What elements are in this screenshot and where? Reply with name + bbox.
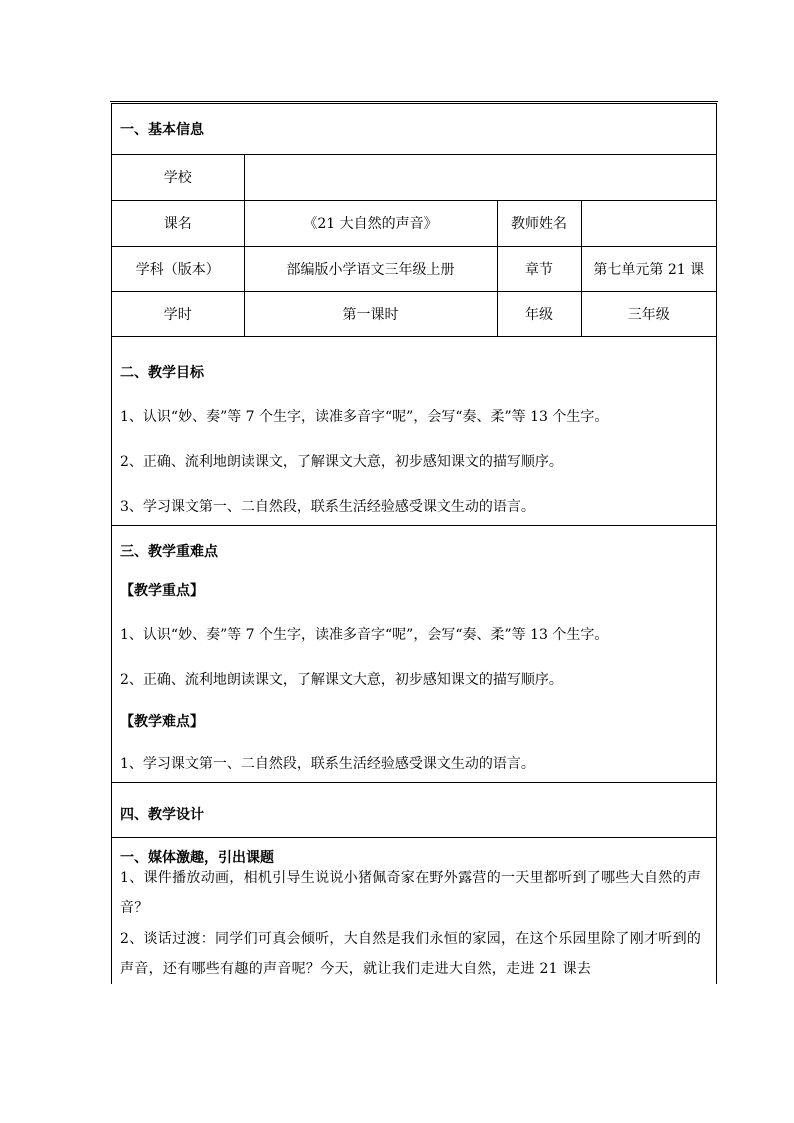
design-paragraph: 1、课件播放动画，相机引导生说说小猪佩奇家在野外露营的一天里都听到了哪些大自然的声音？ bbox=[120, 870, 702, 916]
period-label: 学时 bbox=[112, 291, 244, 336]
subject-label: 学科（版本） bbox=[112, 246, 244, 291]
grade-value: 三年级 bbox=[581, 291, 716, 336]
section4-title: 四、教学设计 bbox=[120, 807, 204, 823]
teaching-design-section bbox=[112, 782, 716, 837]
chapter-value: 第七单元第 21 课 bbox=[581, 246, 716, 291]
course-label: 课名 bbox=[112, 200, 244, 246]
key-difficult-section bbox=[112, 525, 716, 782]
difficult-heading: 【教学难点】 bbox=[120, 714, 204, 730]
teacher-value bbox=[581, 200, 716, 246]
section3-title: 三、教学重难点 bbox=[120, 544, 218, 560]
teaching-design-content bbox=[112, 837, 716, 984]
basic-info-table bbox=[112, 104, 716, 337]
design-paragraph: 2、谈话过渡：同学们可真会倾听，大自然是我们永恒的家园，在这个乐园里除了刚才听到的声音，还有哪些有趣的声音呢？今天，就让我们走进大自然，走进 21 课去 bbox=[120, 931, 702, 977]
difficult-point: 1、学习课文第一、二自然段，联系生活经验感受课文生动的语言。 bbox=[120, 756, 535, 772]
chapter-label: 章节 bbox=[497, 246, 581, 291]
key-point: 2、正确、流利地朗读课文，了解课文大意，初步感知课文的描写顺序。 bbox=[120, 672, 563, 688]
school-value bbox=[244, 154, 716, 200]
goal-item: 1、认识“妙、奏”等 7 个生字，读准多音字“呢”，会写“奏、柔”等 13 个生字。 bbox=[120, 409, 609, 425]
goal-item: 3、学习课文第一、二自然段，联系生活经验感受课文生动的语言。 bbox=[120, 499, 535, 515]
grade-label: 年级 bbox=[497, 291, 581, 336]
subject-value: 部编版小学语文三年级上册 bbox=[244, 246, 497, 291]
lesson-plan-sheet bbox=[111, 103, 717, 984]
part1-heading: 一、媒体激趣，引出课题 bbox=[120, 850, 274, 866]
key-heading: 【教学重点】 bbox=[120, 583, 204, 599]
teacher-label: 教师姓名 bbox=[497, 200, 581, 246]
section1-title: 一、基本信息 bbox=[112, 104, 716, 154]
teaching-goals-section bbox=[112, 336, 716, 525]
section2-title: 二、教学目标 bbox=[120, 365, 204, 381]
period-value: 第一课时 bbox=[244, 291, 497, 336]
school-label: 学校 bbox=[112, 154, 244, 200]
course-value: 《21 大自然的声音》 bbox=[244, 200, 497, 246]
goal-item: 2、正确、流利地朗读课文，了解课文大意，初步感知课文的描写顺序。 bbox=[120, 454, 563, 470]
key-point: 1、认识“妙、奏”等 7 个生字，读准多音字“呢”，会写“奏、柔”等 13 个生字。 bbox=[120, 627, 609, 643]
